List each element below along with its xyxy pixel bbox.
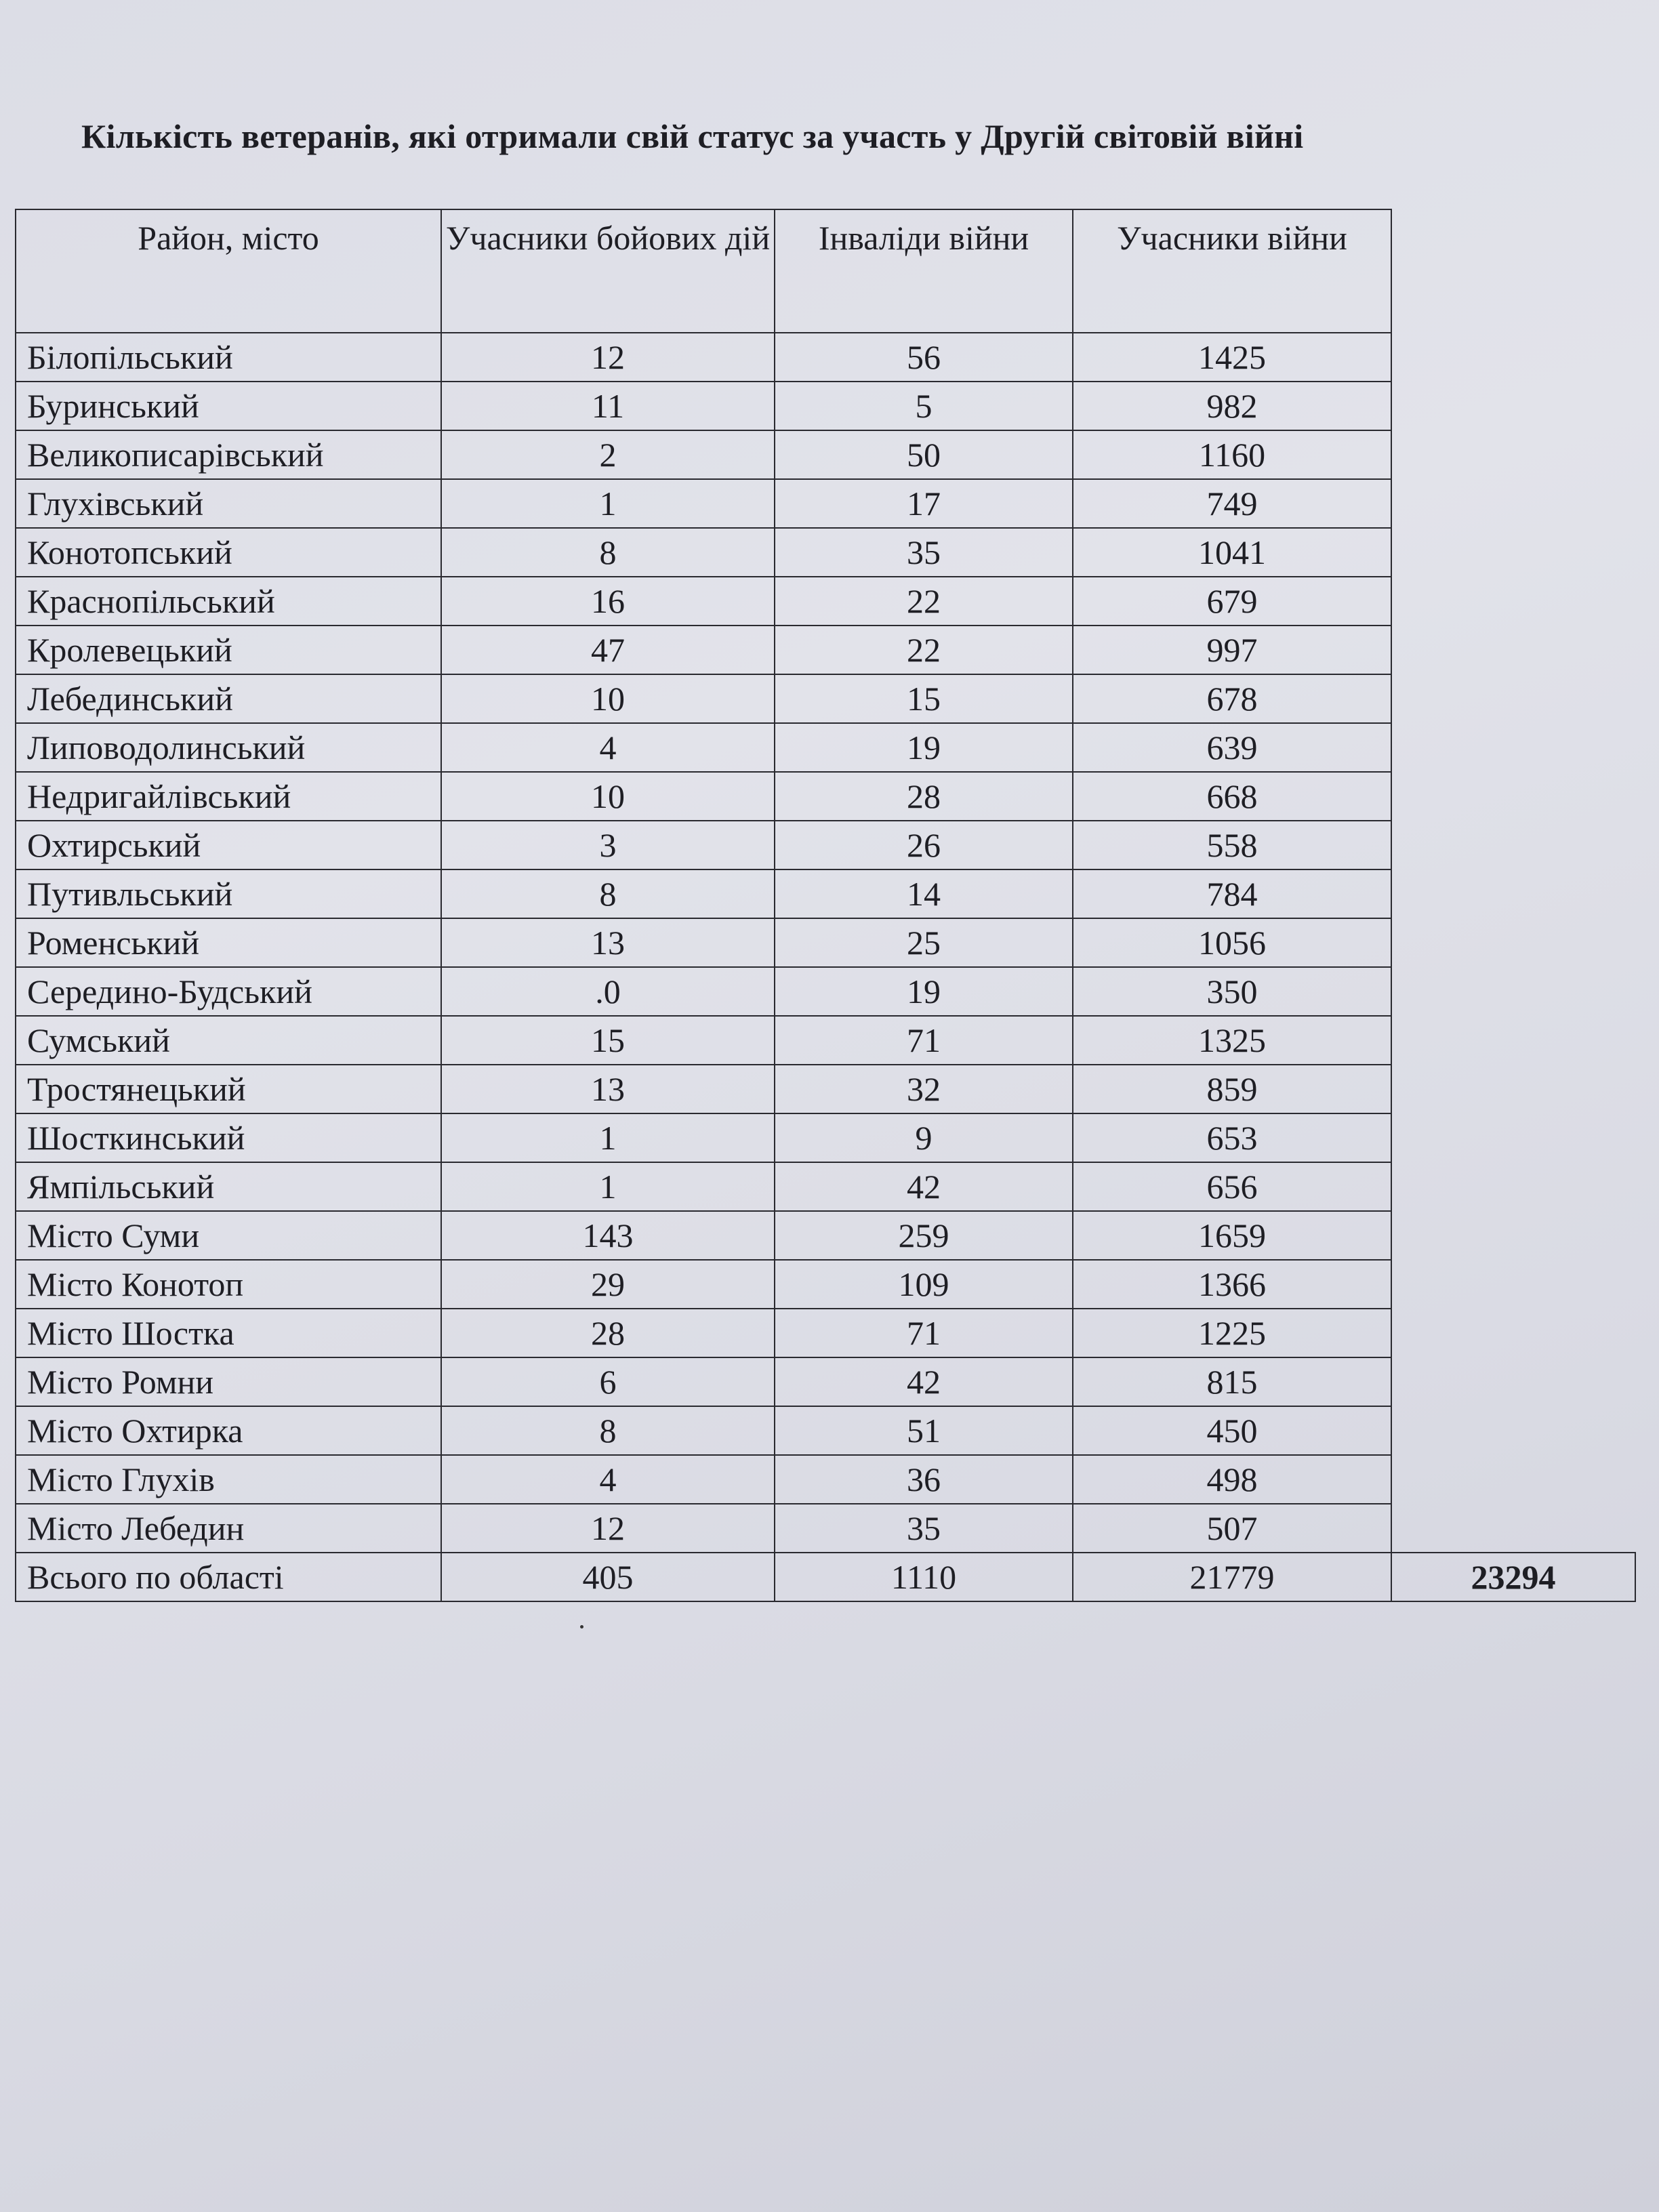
table-row [16, 430, 1635, 479]
row-spacer [1391, 1260, 1635, 1309]
row-war-participants: 653 [1073, 1113, 1391, 1162]
row-combatants: 10 [441, 772, 775, 821]
total-label: Всього по області [16, 1553, 441, 1601]
row-disabled-veterans: 28 [775, 772, 1073, 821]
row-combatants: 143 [441, 1211, 775, 1260]
row-combatants: 6 [441, 1357, 775, 1406]
row-disabled-veterans: 51 [775, 1406, 1073, 1455]
row-district: Ямпільський [16, 1162, 441, 1211]
row-district: Буринський [16, 382, 441, 430]
table-row [16, 626, 1635, 674]
row-war-participants: 498 [1073, 1455, 1391, 1504]
row-spacer [1391, 1162, 1635, 1211]
row-district: Білопільський [16, 333, 441, 382]
row-district: Місто Суми [16, 1211, 441, 1260]
row-district: Краснопільський [16, 577, 441, 626]
row-spacer [1391, 430, 1635, 479]
row-district: Шосткинський [16, 1113, 441, 1162]
row-war-participants: 450 [1073, 1406, 1391, 1455]
row-war-participants: 507 [1073, 1504, 1391, 1553]
table-row [16, 1016, 1635, 1065]
row-combatants: 1 [441, 479, 775, 528]
header-disabled-veterans: Інваліди війни [775, 209, 1073, 333]
table-row [16, 528, 1635, 577]
row-spacer [1391, 528, 1635, 577]
table-row [16, 1504, 1635, 1553]
row-district: Лебединський [16, 674, 441, 723]
table-row [16, 918, 1635, 967]
row-combatants: 11 [441, 382, 775, 430]
row-disabled-veterans: 5 [775, 382, 1073, 430]
row-war-participants: 668 [1073, 772, 1391, 821]
row-war-participants: 678 [1073, 674, 1391, 723]
row-war-participants: 997 [1073, 626, 1391, 674]
row-war-participants: 1225 [1073, 1309, 1391, 1357]
row-war-participants: 859 [1073, 1065, 1391, 1113]
row-disabled-veterans: 22 [775, 626, 1073, 674]
row-district: Путивльський [16, 869, 441, 918]
row-district: Великописарівський [16, 430, 441, 479]
row-combatants: 8 [441, 869, 775, 918]
total-combatants: 405 [441, 1553, 775, 1601]
table-header-row [16, 209, 1635, 333]
row-combatants: 29 [441, 1260, 775, 1309]
header-district: Район, місто [16, 209, 441, 333]
row-combatants: 47 [441, 626, 775, 674]
row-spacer [1391, 1357, 1635, 1406]
row-district: Місто Шостка [16, 1309, 441, 1357]
row-district: Кролевецький [16, 626, 441, 674]
row-district: Місто Ромни [16, 1357, 441, 1406]
row-district: Охтирський [16, 821, 441, 869]
row-disabled-veterans: 17 [775, 479, 1073, 528]
table-row [16, 723, 1635, 772]
row-disabled-veterans: 19 [775, 723, 1073, 772]
row-combatants: 8 [441, 528, 775, 577]
row-combatants: 4 [441, 1455, 775, 1504]
row-spacer [1391, 1406, 1635, 1455]
row-spacer [1391, 1455, 1635, 1504]
row-combatants: 13 [441, 1065, 775, 1113]
row-spacer [1391, 1309, 1635, 1357]
row-spacer [1391, 821, 1635, 869]
row-disabled-veterans: 32 [775, 1065, 1073, 1113]
row-disabled-veterans: 259 [775, 1211, 1073, 1260]
row-war-participants: 982 [1073, 382, 1391, 430]
header-war-participants: Учасники війни [1073, 209, 1391, 333]
row-combatants: 4 [441, 723, 775, 772]
row-district: Глухівський [16, 479, 441, 528]
row-war-participants: 1325 [1073, 1016, 1391, 1065]
row-disabled-veterans: 35 [775, 1504, 1073, 1553]
row-spacer [1391, 723, 1635, 772]
row-spacer [1391, 674, 1635, 723]
table-row [16, 577, 1635, 626]
stray-dot [580, 1625, 583, 1629]
row-combatants: 28 [441, 1309, 775, 1357]
row-disabled-veterans: 50 [775, 430, 1073, 479]
table-row [16, 869, 1635, 918]
row-combatants: 2 [441, 430, 775, 479]
row-spacer [1391, 869, 1635, 918]
row-district: Місто Глухів [16, 1455, 441, 1504]
table-body [16, 333, 1635, 1553]
row-disabled-veterans: 71 [775, 1016, 1073, 1065]
total-war-participants: 21779 [1073, 1553, 1391, 1601]
row-spacer [1391, 577, 1635, 626]
row-spacer [1391, 918, 1635, 967]
row-spacer [1391, 1016, 1635, 1065]
row-spacer [1391, 772, 1635, 821]
row-disabled-veterans: 22 [775, 577, 1073, 626]
row-combatants: 12 [441, 333, 775, 382]
total-disabled-veterans: 1110 [775, 1553, 1073, 1601]
row-war-participants: 1160 [1073, 430, 1391, 479]
row-district: Роменський [16, 918, 441, 967]
row-war-participants: 1425 [1073, 333, 1391, 382]
row-war-participants: 749 [1073, 479, 1391, 528]
row-combatants: 10 [441, 674, 775, 723]
row-disabled-veterans: 42 [775, 1162, 1073, 1211]
row-district: Сумський [16, 1016, 441, 1065]
row-combatants: 1 [441, 1162, 775, 1211]
row-spacer [1391, 479, 1635, 528]
row-combatants: 8 [441, 1406, 775, 1455]
row-disabled-veterans: 9 [775, 1113, 1073, 1162]
row-disabled-veterans: 42 [775, 1357, 1073, 1406]
row-disabled-veterans: 35 [775, 528, 1073, 577]
row-war-participants: 639 [1073, 723, 1391, 772]
table-row [16, 382, 1635, 430]
grand-total: 23294 [1391, 1553, 1635, 1601]
total-row [16, 1553, 1635, 1601]
row-war-participants: 1056 [1073, 918, 1391, 967]
table-row [16, 1357, 1635, 1406]
table-row [16, 1162, 1635, 1211]
table-row [16, 479, 1635, 528]
row-disabled-veterans: 26 [775, 821, 1073, 869]
table-row [16, 1065, 1635, 1113]
row-war-participants: 679 [1073, 577, 1391, 626]
row-combatants: 15 [441, 1016, 775, 1065]
table-row [16, 1406, 1635, 1455]
table-row [16, 333, 1635, 382]
document-title: Кількість ветеранів, які отримали свій статус за участь у Другій світовій війні [81, 117, 1304, 155]
row-district: Тростянецький [16, 1065, 441, 1113]
row-spacer [1391, 1065, 1635, 1113]
table-row [16, 1113, 1635, 1162]
row-disabled-veterans: 56 [775, 333, 1073, 382]
row-district: Місто Лебедин [16, 1504, 441, 1553]
row-spacer [1391, 1504, 1635, 1553]
row-war-participants: 815 [1073, 1357, 1391, 1406]
row-combatants: .0 [441, 967, 775, 1016]
row-disabled-veterans: 25 [775, 918, 1073, 967]
row-district: Недригайлівський [16, 772, 441, 821]
row-district: Місто Конотоп [16, 1260, 441, 1309]
row-spacer [1391, 382, 1635, 430]
table-row [16, 1309, 1635, 1357]
row-combatants: 16 [441, 577, 775, 626]
row-disabled-veterans: 71 [775, 1309, 1073, 1357]
row-disabled-veterans: 36 [775, 1455, 1073, 1504]
veterans-table [15, 209, 1636, 1602]
row-war-participants: 1366 [1073, 1260, 1391, 1309]
row-district: Місто Охтирка [16, 1406, 441, 1455]
row-war-participants: 656 [1073, 1162, 1391, 1211]
table-row [16, 772, 1635, 821]
row-combatants: 3 [441, 821, 775, 869]
row-spacer [1391, 333, 1635, 382]
row-district: Середино-Будський [16, 967, 441, 1016]
row-spacer [1391, 967, 1635, 1016]
row-war-participants: 558 [1073, 821, 1391, 869]
row-war-participants: 350 [1073, 967, 1391, 1016]
row-combatants: 1 [441, 1113, 775, 1162]
row-spacer [1391, 1211, 1635, 1260]
row-disabled-veterans: 19 [775, 967, 1073, 1016]
table-row [16, 674, 1635, 723]
header-spacer [1391, 209, 1635, 333]
row-district: Конотопський [16, 528, 441, 577]
row-disabled-veterans: 15 [775, 674, 1073, 723]
row-war-participants: 784 [1073, 869, 1391, 918]
row-spacer [1391, 626, 1635, 674]
header-combatants: Учасники бойових дій [441, 209, 775, 333]
row-disabled-veterans: 14 [775, 869, 1073, 918]
table-row [16, 1211, 1635, 1260]
row-spacer [1391, 1113, 1635, 1162]
row-war-participants: 1659 [1073, 1211, 1391, 1260]
row-war-participants: 1041 [1073, 528, 1391, 577]
row-disabled-veterans: 109 [775, 1260, 1073, 1309]
table-row [16, 1260, 1635, 1309]
table-row [16, 821, 1635, 869]
row-combatants: 12 [441, 1504, 775, 1553]
row-combatants: 13 [441, 918, 775, 967]
table-row [16, 967, 1635, 1016]
table-row [16, 1455, 1635, 1504]
row-district: Липоводолинський [16, 723, 441, 772]
